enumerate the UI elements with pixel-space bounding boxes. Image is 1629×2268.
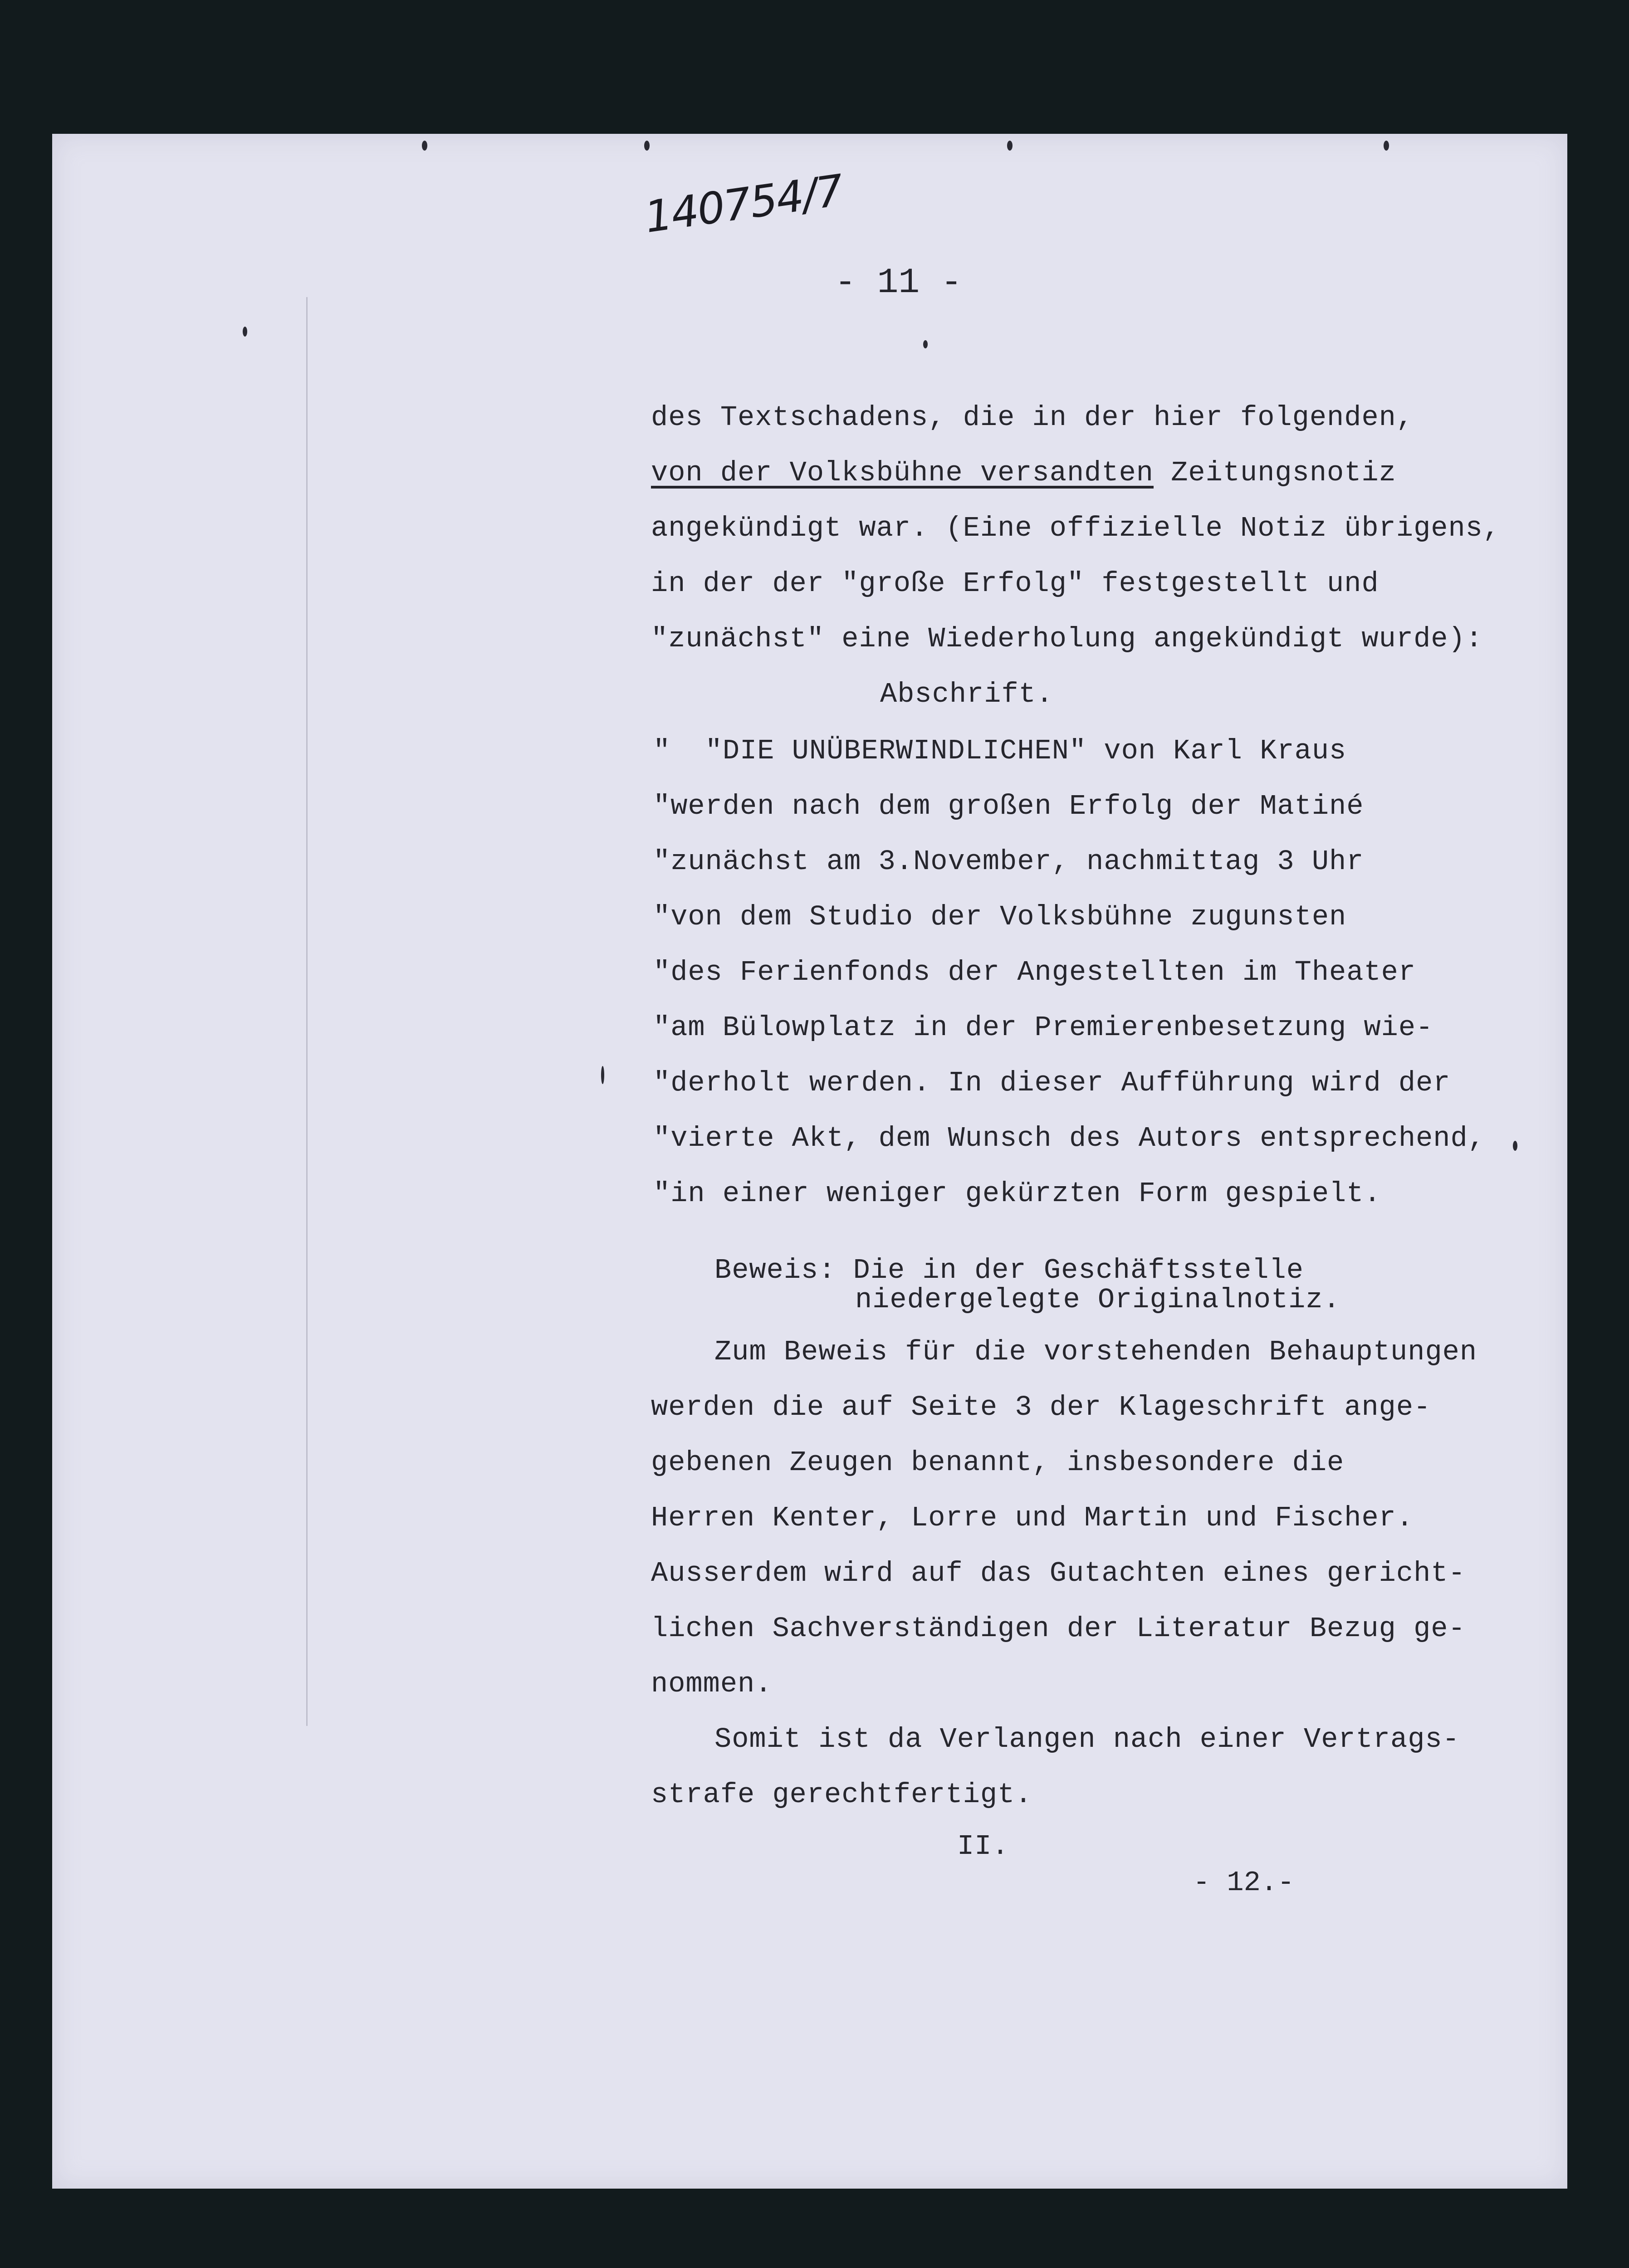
text-line: Somit ist da Verlangen nach einer Vertrags- [714, 1723, 1460, 1755]
text-line: in der der "große Erfolg" festgestellt und [651, 567, 1379, 600]
evidence-line: niedergelegte Originalnotiz. [855, 1284, 1340, 1316]
punch-mark [422, 141, 427, 151]
text-line: Ausserdem wird auf das Gutachten eines gericht- [651, 1557, 1466, 1589]
quoted-line: "am Bülowplatz in der Premierenbesetzung wie- [653, 1012, 1433, 1044]
copy-heading: Abschrift. [880, 678, 1054, 710]
margin-fold-line [306, 297, 308, 1726]
text-line: werden die auf Seite 3 der Klageschrift ange- [651, 1391, 1431, 1423]
text-line: nommen. [651, 1668, 773, 1700]
punch-mark [1384, 141, 1389, 151]
text-line: Zum Beweis für die vorstehenden Behauptungen [714, 1336, 1477, 1368]
underlined-phrase: von der Volksbühne versandten [651, 457, 1154, 489]
quoted-line: "vierte Akt, dem Wunsch des Autors entsprechend, [653, 1122, 1485, 1154]
punch-mark [923, 340, 928, 348]
quoted-line: "zunächst am 3.November, nachmittag 3 Uhr [653, 846, 1364, 878]
next-page-indicator: - 12.- [1193, 1867, 1295, 1899]
text-line: strafe gerechtfertigt. [651, 1779, 1032, 1811]
text-line: des Textschadens, die in der hier folgenden, [651, 401, 1414, 434]
quoted-line: "von dem Studio der Volksbühne zugunsten [653, 901, 1347, 933]
evidence-line: Beweis: Die in der Geschäftsstelle [714, 1254, 1304, 1286]
quoted-line: "des Ferienfonds der Angestellten im Theater [653, 956, 1416, 988]
text-line: gebenen Zeugen benannt, insbesondere die [651, 1447, 1345, 1479]
quoted-line: " "DIE UNÜBERWINDLICHEN" von Karl Kraus [653, 735, 1347, 767]
document-page [52, 134, 1567, 2189]
text-line: lichen Sachverständigen der Literatur Bezug ge- [651, 1613, 1466, 1645]
quoted-line: "derholt werden. In dieser Aufführung wird der [653, 1067, 1451, 1099]
text-line: Herren Kenter, Lorre und Martin und Fischer. [651, 1502, 1414, 1534]
punch-mark [601, 1066, 604, 1084]
punch-mark [1513, 1141, 1517, 1151]
text-line: angekündigt war. (Eine offizielle Notiz übrigens, [651, 512, 1501, 544]
quoted-line: "werden nach dem großen Erfolg der Matiné [653, 790, 1364, 822]
text-line [651, 459, 1396, 487]
section-numeral: II. [957, 1830, 1009, 1862]
text-span: Zeitungsnotiz [1153, 457, 1396, 489]
page-number: - 11 - [835, 263, 962, 303]
handwritten-archive-number: 140754/7 [641, 165, 846, 243]
text-line: "zunächst" eine Wiederholung angekündigt wurde): [651, 623, 1483, 655]
punch-mark [644, 141, 650, 151]
punch-mark [1007, 141, 1013, 151]
punch-mark [243, 327, 247, 337]
quoted-line: "in einer weniger gekürzten Form gespielt. [653, 1178, 1381, 1210]
